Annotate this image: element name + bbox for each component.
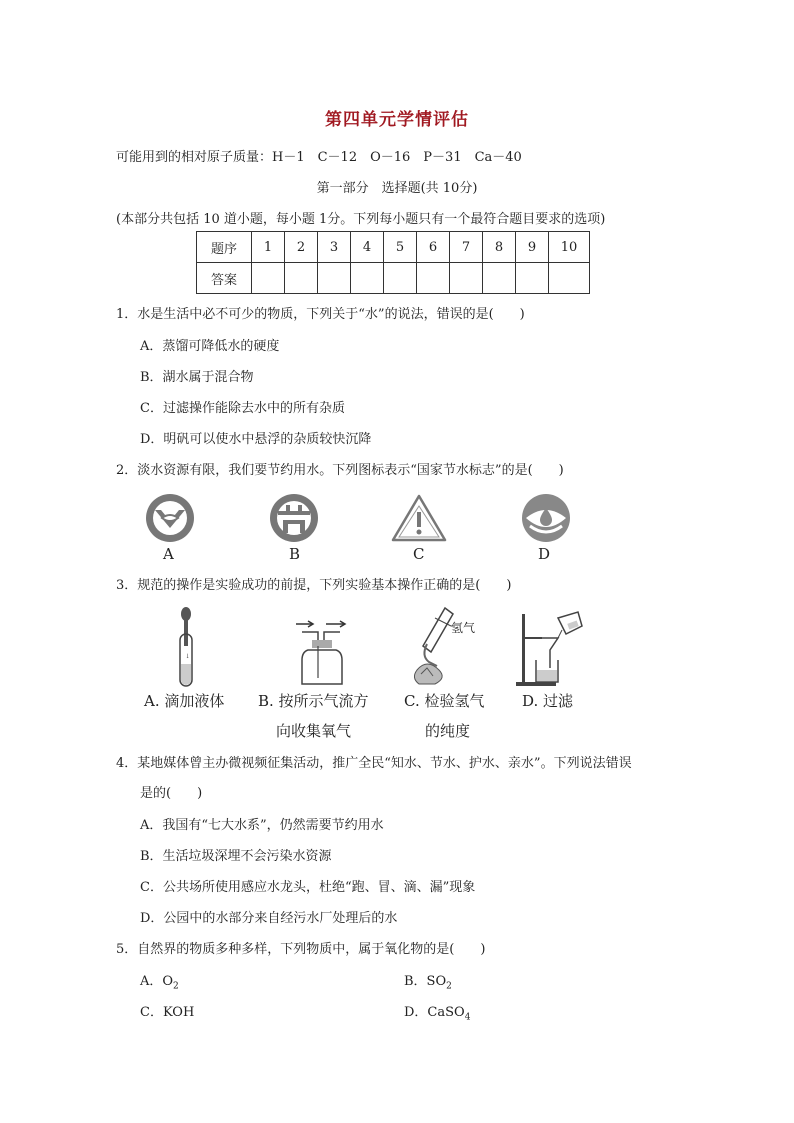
q4-option-b[interactable]: B．生活垃圾深埋不会污染水资源 (140, 849, 332, 864)
answer-cell[interactable] (285, 263, 318, 294)
q1-option-a[interactable]: A．蒸馏可降低水的硬度 (140, 339, 280, 354)
q5-option-b[interactable] (404, 970, 452, 992)
answer-table-answer-row (197, 263, 590, 294)
hydrogen-test-tube-icon[interactable] (407, 604, 481, 688)
part1-title: 第一部分 选择题(共 10分) (316, 181, 478, 196)
water-saving-emblem-icon[interactable] (140, 492, 200, 544)
q3-option-a[interactable]: A. 滴加液体 (144, 692, 225, 710)
q5-option-c[interactable]: C．KOH (140, 1005, 195, 1020)
q5-option-a-subscript: 2 (173, 981, 179, 992)
q1-option-d[interactable]: D．明矾可以使水中悬浮的杂质较快沉降 (140, 432, 372, 447)
q1-stem: 1．水是生活中必不可少的物质，下列关于“水”的说法，错误的是( ) (116, 307, 525, 322)
q4-option-a[interactable]: A．我国有“七大水系”，仍然需要节约用水 (140, 818, 384, 833)
dropper-test-tube-icon[interactable] (172, 606, 202, 688)
q5-option-d-subscript: 4 (464, 1012, 471, 1023)
answer-cell[interactable] (417, 263, 450, 294)
q3-option-c-line1[interactable]: C. 检验氢气 (404, 692, 485, 710)
table-cell-number: 8 (483, 232, 516, 263)
table-cell-number: 4 (351, 232, 384, 263)
table-cell-number: 5 (384, 232, 417, 263)
q5-option-a[interactable] (140, 970, 179, 992)
part1-note: (本部分共包括 10 道小题，每小题 1分。下列每小题只有一个最符合题目要求的选项) (116, 212, 606, 227)
q4-option-d[interactable]: D．公园中的水部分来自经污水厂处理后的水 (140, 911, 398, 926)
filtration-apparatus-icon[interactable] (510, 608, 586, 688)
water-drop-hand-icon[interactable] (516, 492, 576, 544)
answer-cell[interactable] (483, 263, 516, 294)
table-cell-number: 3 (318, 232, 351, 263)
q2-label-b: B (289, 545, 301, 563)
gas-bottle-icon[interactable] (292, 616, 352, 688)
answer-cell[interactable] (318, 263, 351, 294)
q4-stem-line2: 是的( ) (140, 786, 203, 801)
table-cell-number: 1 (252, 232, 285, 263)
page-title: 第四单元学情评估 (325, 110, 469, 130)
warning-triangle-icon[interactable] (389, 492, 449, 544)
q2-label-a: A (163, 545, 174, 563)
svg-text:↓: ↓ (185, 653, 191, 660)
table-cell-number: 6 (417, 232, 450, 263)
q3-option-c-line2[interactable]: 的纯度 (425, 722, 471, 740)
q3-option-d[interactable]: D. 过滤 (522, 692, 574, 710)
q5-option-b-subscript: 2 (446, 981, 452, 992)
q4-option-c[interactable]: C．公共场所使用感应水龙头，杜绝“跑、冒、滴、漏”现象 (140, 880, 476, 895)
answer-table-number-row (197, 232, 590, 263)
q4-stem-line1: 4．某地媒体曾主办微视频征集活动，推广全民“知水、节水、护水、亲水”。下列说法错误 (116, 756, 632, 771)
row-header-answer: 答案 (197, 263, 252, 294)
table-cell-number: 10 (549, 232, 590, 263)
table-cell-number: 2 (285, 232, 318, 263)
q5-option-d-text: D．CaSO (404, 1005, 465, 1020)
q1-option-b[interactable]: B．湖水属于混合物 (140, 370, 254, 385)
q2-label-d: D (538, 545, 551, 563)
answer-table (196, 231, 590, 294)
q5-option-b-text: B．SO (404, 974, 447, 989)
atomic-masses: 可能用到的相对原子质量：H－1 C－12 O－16 P－31 Ca－40 (116, 150, 522, 165)
q3-stem: 3．规范的操作是实验成功的前提，下列实验基本操作正确的是( ) (116, 578, 512, 593)
row-header-number: 题序 (197, 232, 252, 263)
answer-cell[interactable] (384, 263, 417, 294)
recycle-mark-icon[interactable] (264, 492, 324, 544)
q5-option-a-text: A．O (140, 974, 174, 989)
answer-cell[interactable] (549, 263, 590, 294)
q3-option-b-line2[interactable]: 向收集氧气 (276, 722, 352, 740)
answer-cell[interactable] (516, 263, 549, 294)
q1-option-c[interactable]: C．过滤操作能除去水中的所有杂质 (140, 401, 345, 416)
q5-stem: 5．自然界的物质多种多样，下列物质中，属于氧化物的是( ) (116, 942, 486, 957)
q5-option-d[interactable] (404, 1001, 470, 1023)
q2-stem: 2．淡水资源有限，我们要节约用水。下列图标表示“国家节水标志”的是( ) (116, 463, 564, 478)
q3-option-b-line1[interactable]: B. 按所示气流方 (258, 692, 369, 710)
table-cell-number: 7 (450, 232, 483, 263)
table-cell-number: 9 (516, 232, 549, 263)
q3-hydrogen-label: 氢气 (451, 621, 476, 635)
answer-cell[interactable] (351, 263, 384, 294)
answer-cell[interactable] (252, 263, 285, 294)
answer-cell[interactable] (450, 263, 483, 294)
q2-label-c: C (413, 545, 425, 563)
